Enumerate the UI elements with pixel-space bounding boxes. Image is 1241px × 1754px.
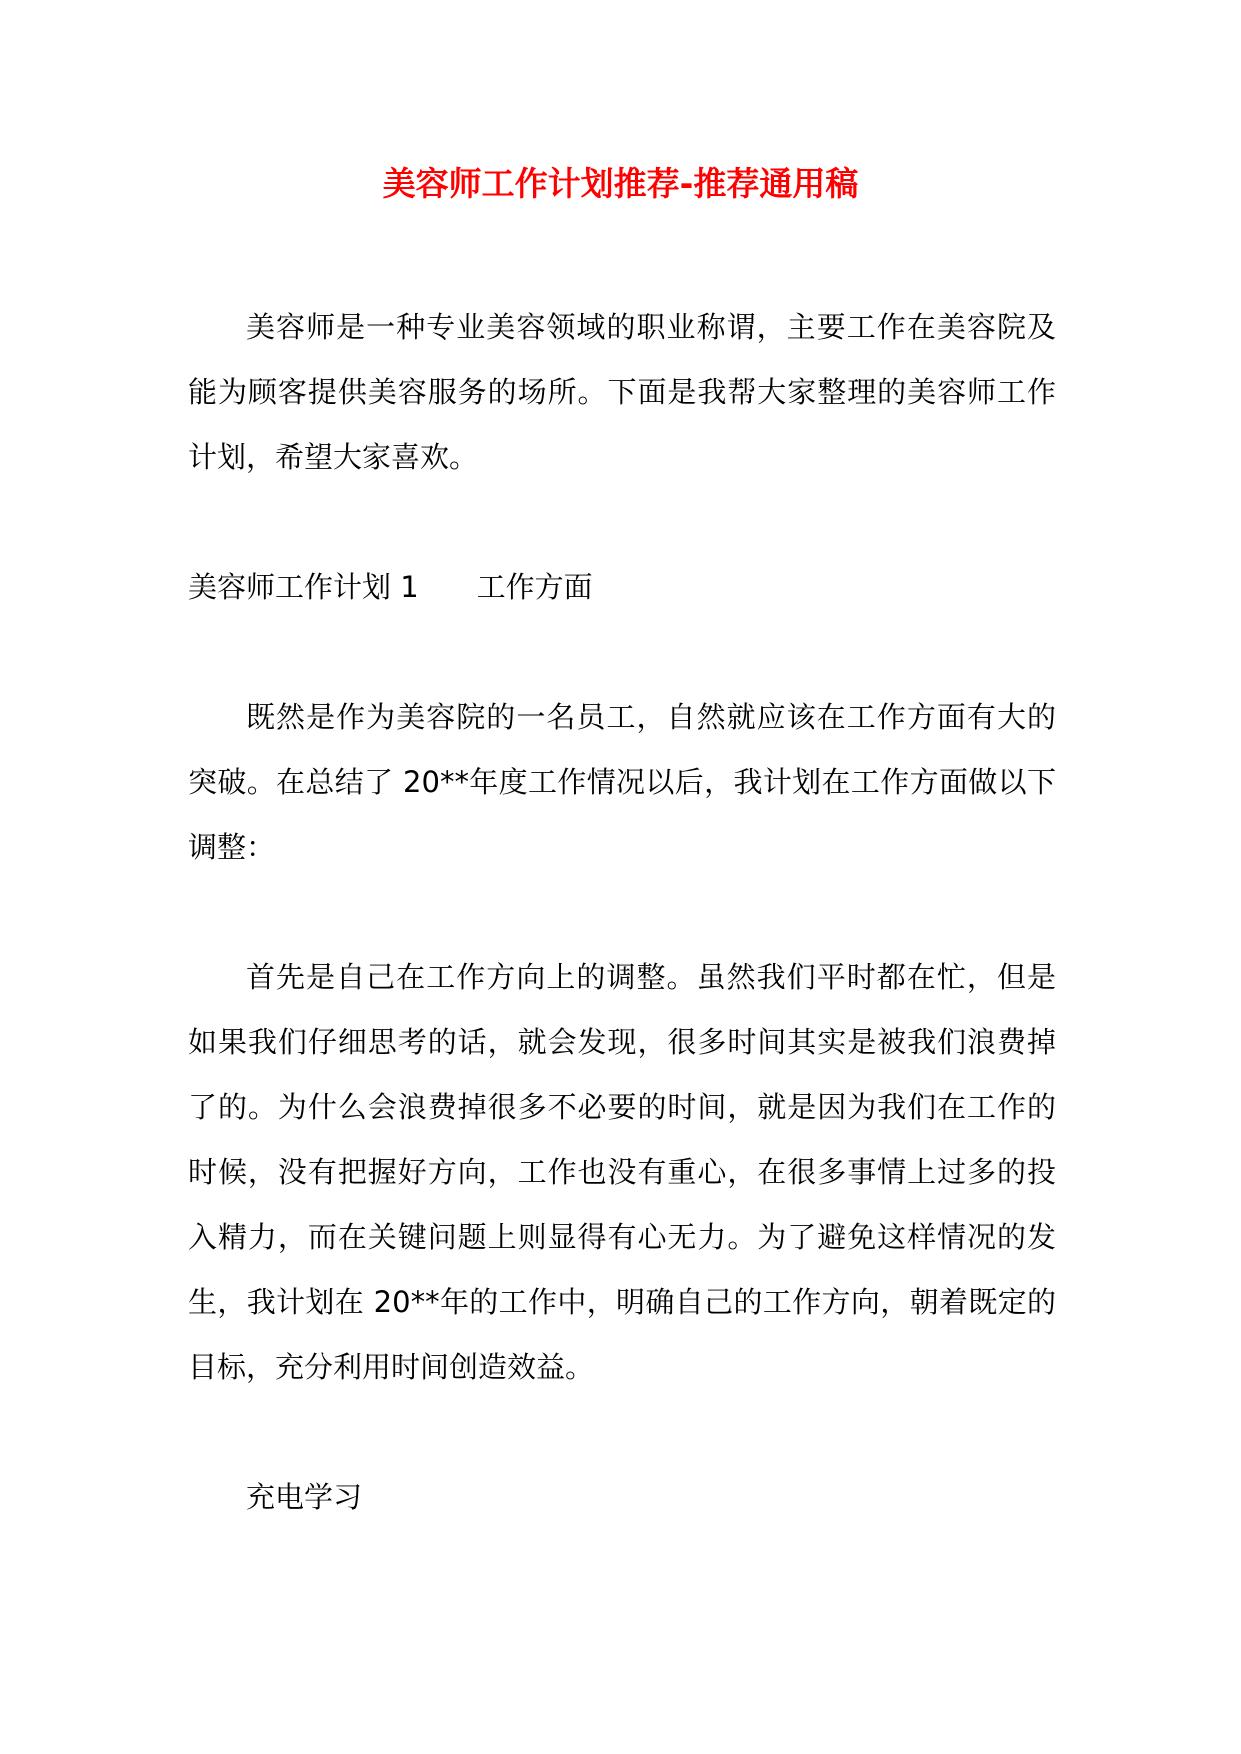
paragraph-gap bbox=[188, 490, 1056, 555]
section-title: 美容师工作计划 1 bbox=[188, 570, 419, 604]
body-paragraph-3: 充电学习 bbox=[246, 1480, 363, 1514]
section-subtitle: 工作方面 bbox=[476, 570, 593, 604]
paragraph-gap bbox=[188, 1400, 1056, 1465]
document-title: 美容师工作计划推荐-推荐通用稿 bbox=[382, 164, 859, 203]
paragraph-gap bbox=[188, 880, 1056, 945]
body-paragraph-1: 既然是作为美容院的一名员工，自然就应该在工作方面有大的突破。在总结了 20**年度工作情况以后，我计划在工作方面做以下调整： bbox=[188, 700, 1056, 864]
section-heading bbox=[188, 555, 1056, 620]
body-paragraph-2: 首先是自己在工作方向上的调整。虽然我们平时都在忙，但是如果我们仔细思考的话，就会发现，很多时间其实是被我们浪费掉了的。为什么会浪费掉很多不必要的时间，就是因为我们在工作的时候，没有把握好方向，工作也没有重心，在很多事情上过多的投入精力，而在关键问题上则显得有心无力。为了避免这样情况的发生，我计划在 20**年的工作中，明确自己的工作方向，朝着既定的目标，充分利用时间创造效益。 bbox=[188, 960, 1056, 1384]
document-body bbox=[188, 295, 1056, 1530]
paragraph-gap bbox=[188, 620, 1056, 685]
intro-paragraph: 美容师是一种专业美容领域的职业称谓，主要工作在美容院及能为顾客提供美容服务的场所。下面是我帮大家整理的美容师工作计划，希望大家喜欢。 bbox=[188, 310, 1056, 474]
